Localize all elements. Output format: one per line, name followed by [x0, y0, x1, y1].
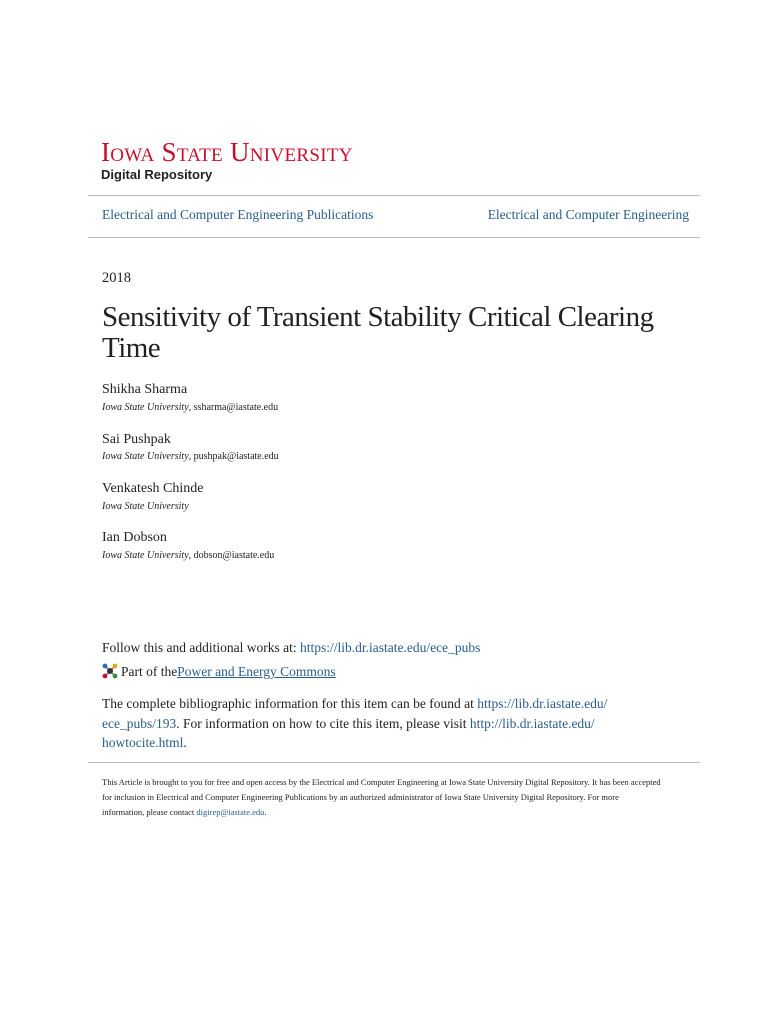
author-email: , ssharma@iastate.edu — [188, 402, 279, 413]
author-institution: Iowa State University — [102, 550, 189, 561]
repository-name: Digital Repository — [101, 167, 213, 182]
series-divider — [88, 237, 700, 238]
series-link-department[interactable]: Electrical and Computer Engineering — [487, 207, 689, 222]
item-link-part2[interactable]: ece_pubs/193 — [102, 715, 177, 731]
author-affiliation — [102, 401, 278, 414]
follow-text: Follow this and additional works at: — [102, 640, 300, 655]
author-affiliation — [102, 549, 274, 562]
network-icon — [102, 663, 118, 679]
footer-divider — [88, 762, 700, 763]
author-institution: Iowa State University — [102, 402, 189, 413]
author-name: Ian Dobson — [102, 530, 167, 545]
bib-prefix: The complete bibliographic information for this item can be found at — [102, 696, 478, 711]
follow-link[interactable]: https://lib.dr.iastate.edu/ece_pubs — [300, 640, 481, 655]
follow-line — [102, 640, 480, 656]
author-email: , dobson@iastate.edu — [188, 550, 275, 561]
author-affiliation — [102, 450, 279, 463]
contact-email-link[interactable]: digirep@iastate.edu — [196, 807, 265, 817]
author-name: Venkatesh Chinde — [102, 481, 204, 496]
paper-title: Sensitivity of Transient Stability Critical Clearing Time — [102, 301, 654, 364]
bibliographic-info — [102, 694, 662, 753]
item-link-part1[interactable]: https://lib.dr.iastate.edu/ — [477, 696, 608, 711]
author-email: , pushpak@iastate.edu — [188, 451, 279, 462]
publication-year: 2018 — [102, 270, 131, 286]
author-name: Sai Pushpak — [102, 432, 171, 447]
footer-notice — [102, 775, 662, 820]
footer-text: This Article is brought to you for free and open access by the Electrical and Computer Engineering at Iowa State University Digital Repository. It has been accepted for inclusion in Electrical and Computer Engineering Publications by an authorized administrator of Iowa State University Digital Repository. For more information, please contact — [102, 777, 661, 817]
commons-link[interactable]: Power and Energy Commons — [177, 664, 336, 679]
footer-end: . — [264, 807, 267, 817]
author-institution: Iowa State University — [102, 501, 189, 512]
bib-end: . — [183, 735, 187, 750]
author-affiliation — [102, 500, 189, 513]
university-logo — [101, 138, 353, 183]
part-of-line — [102, 664, 336, 680]
series-link-publications[interactable]: Electrical and Computer Engineering Publications — [102, 207, 374, 222]
howtocite-link-part2[interactable]: howtocite.html — [102, 735, 184, 750]
top-divider — [88, 195, 700, 196]
university-name: Iowa State University — [101, 137, 353, 167]
howtocite-link-part1[interactable]: http://lib.dr.iastate.edu/ — [469, 715, 595, 731]
bib-mid: . For information on how to cite this item, please visit — [176, 715, 470, 731]
part-of-text: Part of the — [121, 664, 178, 679]
author-name: Shikha Sharma — [102, 382, 188, 397]
author-institution: Iowa State University — [102, 451, 189, 462]
